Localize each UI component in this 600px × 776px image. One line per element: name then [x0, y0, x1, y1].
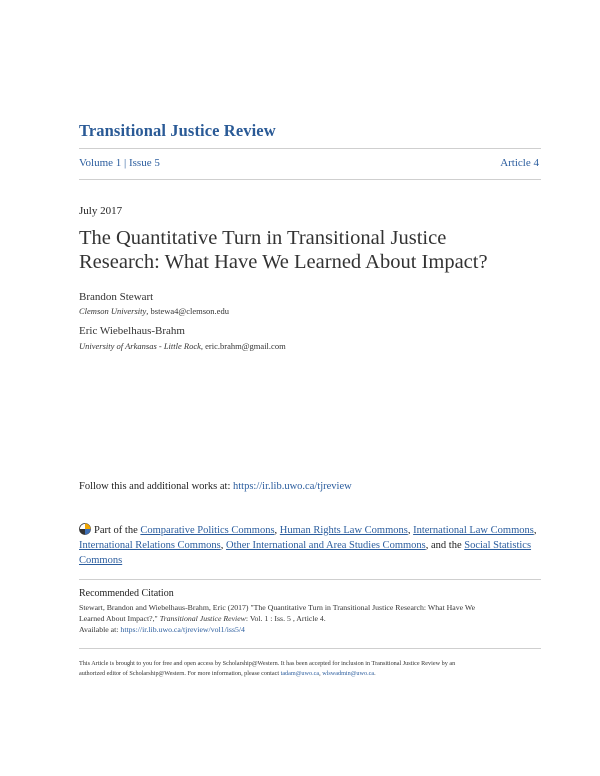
recommended-citation-label: Recommended Citation [79, 588, 174, 599]
commons-link-other-international-area-studies[interactable]: Other International and Area Studies Commons [225, 540, 426, 551]
footer-notice [79, 659, 539, 679]
commons-and-the: , and the [425, 540, 465, 551]
citation-line-2-rest: : Vol. 1 : Iss. 5 , Article 4. [245, 613, 326, 623]
citation-line-1: Stewart, Brandon and Wiebelhaus-Brahm, Eric (2017) "The Quantitative Turn in Transitional Justice Research: What Have We [79, 603, 476, 612]
author-affiliation-2 [79, 341, 286, 351]
author-name-2: Eric Wiebelhaus-Brahm [79, 325, 185, 337]
commons-sep-1: , [274, 525, 280, 536]
footer-divider [79, 648, 541, 649]
citation-journal-name: Transitional Justice Review [159, 613, 246, 623]
citation-available [79, 625, 539, 636]
follow-text: Follow this and additional works at: [79, 481, 233, 492]
author-affiliation-2-institution: University of Arkansas - Little Rock [79, 341, 201, 351]
article-title-line2: Research: What Have We Learned About Impact? [79, 251, 488, 273]
footer-end: . [374, 670, 376, 677]
journal-title[interactable]: Transitional Justice Review [79, 121, 276, 140]
citation-line-2 [79, 614, 539, 625]
commons-sep-3: , [533, 525, 537, 536]
author-email-1: , bstewa4@clemson.edu [146, 306, 229, 316]
footer-email-sep: , [319, 670, 323, 677]
volume-issue-row [79, 157, 539, 169]
article-number-link[interactable]: Article 4 [500, 157, 539, 169]
author-email-2: , eric.brahm@gmail.com [200, 341, 286, 351]
publication-date: July 2017 [79, 205, 123, 217]
footer-email-1[interactable]: tadam@uwo.ca [280, 670, 320, 677]
header-divider-top [79, 148, 541, 149]
commons-link-international-relations[interactable]: International Relations Commons [79, 540, 221, 551]
citation-divider [79, 579, 541, 580]
volume-issue-link[interactable]: Volume 1 | Issue 5 [79, 157, 160, 169]
author-name-1: Brandon Stewart [79, 291, 154, 303]
footer-line-1: This Article is brought to you for free and open access by Scholarship@Western. It has been accepted for inclusion in Transitional Justice Review by an [79, 660, 456, 667]
repository-link[interactable]: https://ir.lib.uwo.ca/tjreview [233, 481, 352, 492]
author-affiliation-1-institution: Clemson University [79, 306, 147, 316]
citation-available-label: Available at: [79, 624, 121, 634]
header-divider-bottom [79, 179, 541, 180]
commons-sep-2: , [407, 525, 414, 536]
article-title [79, 226, 549, 274]
citation-available-link[interactable]: https://ir.lib.uwo.ca/tjreview/vol1/iss5/4 [120, 624, 245, 634]
part-of-commons [79, 523, 539, 568]
recommended-citation-text [79, 603, 539, 635]
footer-email-2[interactable]: wlswadmin@uwo.ca [322, 670, 375, 677]
footer-line-2 [79, 669, 539, 679]
footer-line-2-text: authorized editor of Scholarship@Western. For more information, please contact [79, 670, 281, 677]
article-title-line1: The Quantitative Turn in Transitional Justice [79, 227, 447, 249]
author-affiliation-1 [79, 306, 229, 316]
commons-link-social-statistics[interactable]: Social Statistics Commons [79, 540, 532, 566]
commons-link-international-law[interactable]: International Law Commons [413, 525, 534, 536]
commons-link-comparative-politics[interactable]: Comparative Politics Commons [140, 525, 275, 536]
follow-works [79, 481, 352, 492]
commons-sep-4: , [220, 540, 226, 551]
part-of-prefix: Part of the [94, 525, 141, 536]
bepress-network-icon [79, 523, 91, 535]
citation-line-2-start: Learned About Impact?," [79, 613, 160, 623]
commons-link-human-rights-law[interactable]: Human Rights Law Commons [279, 525, 408, 536]
